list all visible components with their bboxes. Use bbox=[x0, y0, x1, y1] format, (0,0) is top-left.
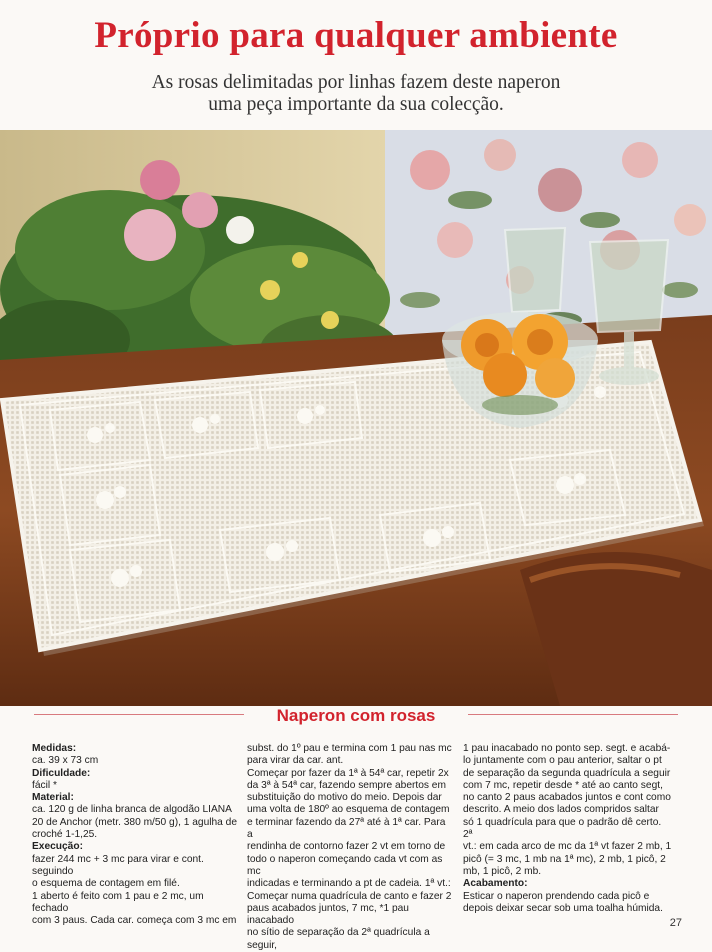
page-number: 27 bbox=[669, 917, 682, 929]
column-1 bbox=[32, 743, 237, 927]
text-material-1: ca. 120 g de linha branca de algodão LIANA bbox=[32, 804, 232, 816]
column-3-line: 1 pau inacabado no ponto sep. segt. e acabá- bbox=[463, 743, 671, 754]
column-2-line: substituição do motivo do meio. Depois dar bbox=[247, 792, 442, 804]
text-execucao-3: 1 aberto é feito com 1 pau e 2 mc, um fechado bbox=[32, 890, 204, 914]
doily-photo bbox=[0, 130, 712, 706]
column-2-line: Começar por fazer da 1ª à 54ª car, repetir 2x bbox=[247, 767, 449, 779]
subtitle bbox=[0, 72, 712, 116]
column-3-line: depois deixar secar sob uma toalha húmida. bbox=[463, 902, 663, 914]
column-2-line: subst. do 1º pau e termina com 1 pau nas mc bbox=[247, 743, 452, 754]
text-dificuldade: fácil * bbox=[32, 779, 57, 791]
column-2-line: todo o naperon começando cada vt com as mc bbox=[247, 853, 443, 877]
column-2-line: indicadas e terminando a pt de cadeia. 1ª vt.: bbox=[247, 878, 451, 890]
column-3-line: picô (= 3 mc, 1 mb na 1ª mc), 2 mb, 1 picô, 2 bbox=[463, 853, 666, 865]
column-2-line: e terminar fazendo da 27ª até à 1ª car. Para a bbox=[247, 816, 446, 841]
heading-dificuldade: Dificuldade: bbox=[32, 767, 91, 779]
column-3 bbox=[463, 743, 673, 915]
column-3-line: descrito. A meio dos lados compridos saltar bbox=[463, 804, 659, 816]
text-material-3: croché 1-1,25. bbox=[32, 829, 98, 841]
section-title bbox=[0, 706, 712, 726]
page-title: Próprio para qualquer ambiente bbox=[94, 15, 618, 56]
column-2-line: uma volta de 180º ao esquema de contagem bbox=[247, 804, 450, 816]
heading-execucao: Execução: bbox=[32, 841, 83, 853]
column-3-line: no canto 2 paus acabados juntos e cont como bbox=[463, 792, 671, 804]
column-3-line: só 1 quadrícula para que o padrão dê certo. 2ª bbox=[463, 816, 662, 841]
heading-acabamento: Acabamento: bbox=[463, 878, 528, 890]
column-2 bbox=[247, 743, 452, 952]
heading-material: Material: bbox=[32, 792, 74, 804]
subtitle-line-1: As rosas delimitadas por linhas fazem deste naperon bbox=[151, 72, 561, 93]
column-3-line: vt.: em cada arco de mc da 1ª vt fazer 2 mb, 1 bbox=[463, 841, 672, 853]
text-execucao-1: fazer 244 mc + 3 mc para virar e cont. seguindo bbox=[32, 853, 204, 877]
column-3-line: de separação da segunda quadrícula a seguir bbox=[463, 767, 671, 779]
column-3-line: Esticar o naperon prendendo cada picô e bbox=[463, 890, 650, 902]
column-3-line: com 7 mc, repetir desde * até ao canto segt, bbox=[463, 779, 663, 791]
column-2-line: Começar numa quadrícula de canto e fazer 2 bbox=[247, 890, 452, 902]
text-medidas: ca. 39 x 73 cm bbox=[32, 755, 99, 767]
text-execucao-2: o esquema de contagem em filé. bbox=[32, 878, 180, 890]
column-3-line: lo juntamente com o pau anterior, saltar o pt bbox=[463, 755, 662, 767]
column-3-line: mb, 1 picô, 2 mb. bbox=[463, 865, 542, 877]
column-2-line: no sítio de separação da 2ª quadrícula a seguir, bbox=[247, 927, 430, 951]
column-2-line: rendinha de contorno fazer 2 vt em torno de bbox=[247, 841, 446, 853]
column-2-line: para virar da car. ant. bbox=[247, 755, 344, 767]
section-title-text: Naperon com rosas bbox=[269, 706, 444, 725]
column-2-line: paus acabados juntos, 7 mc, *1 pau inacabado bbox=[247, 902, 409, 927]
subtitle-line-2: uma peça importante da sua colecção. bbox=[208, 94, 504, 115]
heading-medidas: Medidas: bbox=[32, 743, 77, 754]
text-material-2: 20 de Anchor (metr. 380 m/50 g), 1 agulha de bbox=[32, 816, 238, 828]
column-2-line: da 3ª à 54ª car, fazendo sempre abertos em bbox=[247, 779, 446, 791]
text-execucao-4: com 3 paus. Cada car. começa com 3 mc em bbox=[32, 915, 237, 927]
